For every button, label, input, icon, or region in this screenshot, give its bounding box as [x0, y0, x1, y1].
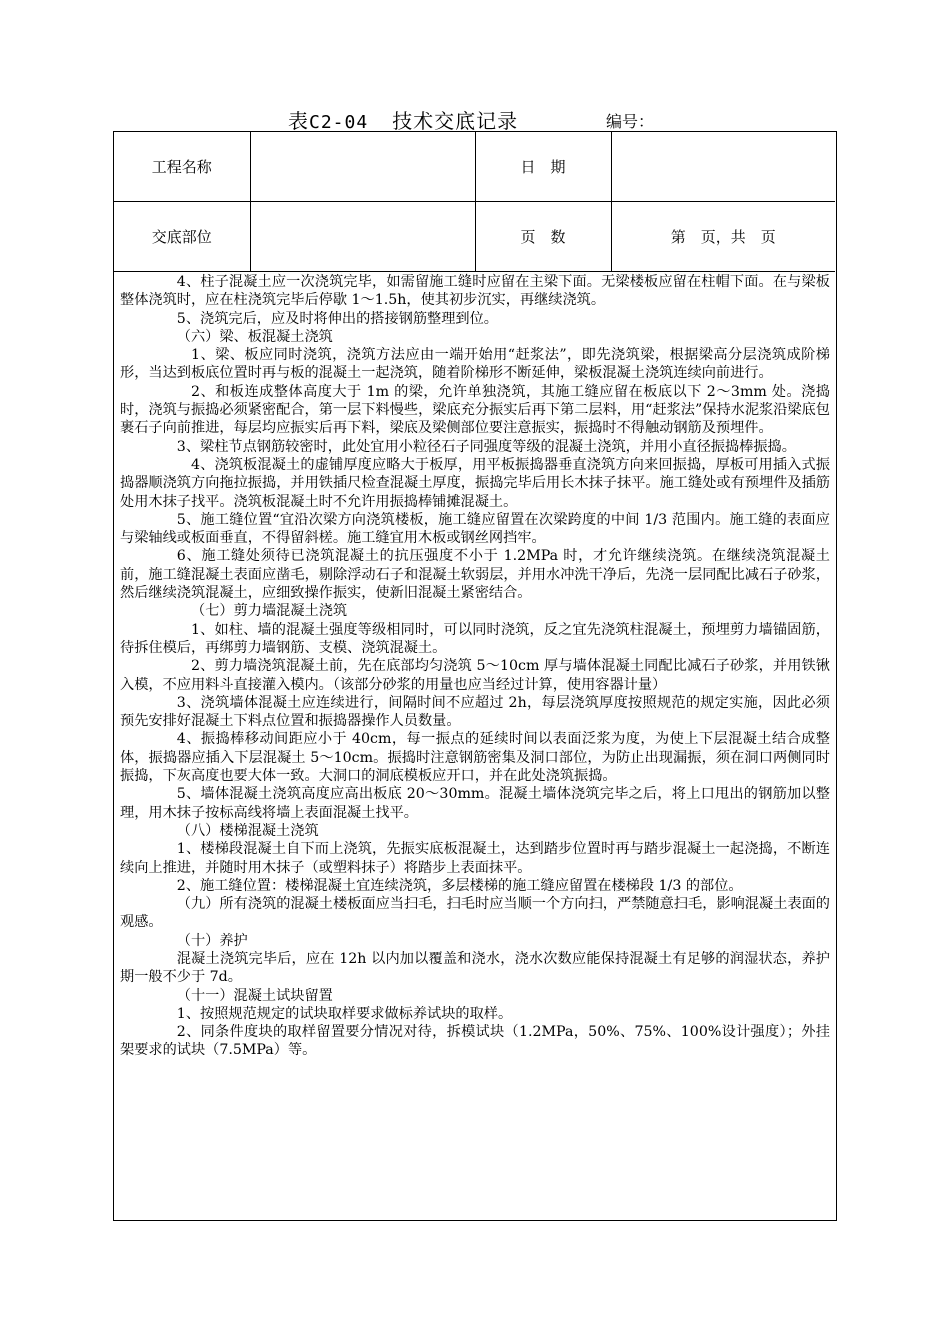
section-heading: （六）梁、板混凝土浇筑	[176, 328, 333, 345]
disclosure-part-label: 交底部位	[114, 202, 250, 272]
disclosure-part-field[interactable]	[250, 202, 475, 272]
form-code: C2-04	[309, 112, 369, 133]
paragraph: 1、楼梯段混凝土自下而上浇筑，先振实底板混凝土，达到踏步位置时再与踏步混凝土一起浇捣，不断连续向上推进，并随时用木抹子（或塑料抹子）将踏步上表面抹平。	[120, 841, 830, 876]
title-prefix: 表	[288, 109, 309, 133]
paragraph: 5、墙体混凝土浇筑高度应高出板底 20～30mm。混凝土墙体浇筑完毕之后，将上口甩出的钢筋加以整理，用木抹子按标高线将墙上表面混凝土找平。	[120, 786, 830, 821]
paragraph: （九）所有浇筑的混凝土楼板面应当扫毛，扫毛时应当顺一个方向扫，严禁随意扫毛，影响混凝土表面的观感。	[120, 896, 830, 931]
date-field[interactable]	[611, 132, 835, 202]
paragraph: 1、如柱、墙的混凝土强度等级相同时，可以同时浇筑，反之宜先浇筑柱混凝土，预埋剪力墙锚固筋，待拆住模后，再绑剪力墙钢筋、支模、浇筑混凝土。	[120, 621, 830, 656]
paragraph: 2、施工缝位置：楼梯混凝土宜连续浇筑，多层楼梯的施工缝应留置在楼梯段 1/3 的部位。	[176, 877, 743, 894]
date-label: 日 期	[475, 132, 611, 202]
record-sheet	[113, 131, 837, 1221]
document-header	[0, 103, 950, 133]
section-heading: （八）楼梯混凝土浇筑	[176, 822, 319, 839]
title-text: 技术交底记录	[392, 109, 519, 133]
pages-field[interactable]: 第 页，共 页	[611, 202, 835, 272]
paragraph: 2、和板连成整体高度大于 1m 的梁，允许单独浇筑，其施工缝应留在板底以下 2～3mm 处。浇捣时，浇筑与振捣必须紧密配合，第一层下料慢些，梁底充分振实后再下第二层料，用“赶浆法”保持水泥浆沿梁底包裹石子向前推进，每层均应振实后再下料，梁底及梁侧部位要注意振实，振捣时不得触动钢筋及预埋件。	[120, 383, 830, 437]
project-name-label: 工程名称	[114, 132, 250, 202]
paragraph: 5、施工缝位置“宜沿次梁方向浇筑楼板，施工缝应留置在次梁跨度的中间 1/3 范围内。施工缝的表面应与梁轴线或板面垂直，不得留斜槎。施工缝宜用木板或钢丝网挡牢。	[120, 511, 830, 547]
paragraph: 1、按照规范规定的试块取样要求做标养试块的取样。	[176, 1005, 513, 1022]
paragraph: 2、剪力墙浇筑混凝土前，先在底部均匀浇筑 5～10cm 厚与墙体混凝土同配比减石子砂浆，并用铁锹入模，不应用料斗直接灌入模内。（该部分砂浆的用量也应当经过计算，使用容器计量）	[120, 658, 830, 693]
info-table	[114, 132, 835, 272]
section-heading: （十一）混凝土试块留置	[176, 987, 333, 1004]
section-heading: （七）剪力墙混凝土浇筑	[191, 603, 348, 620]
info-row-part	[114, 202, 835, 272]
paragraph: 4、浇筑板混凝土的虚铺厚度应略大于板厚，用平板振捣器垂直浇筑方向来回振捣，厚板可用插入式振捣器顺浇筑方向拖拉振捣，并用铁插尺检查混凝土厚度，振捣完毕后用长木抹子抹平。施工缝处或有预埋件及插筋处用木抹子找平。浇筑板混凝土时不允许用振捣棒铺摊混凝土。	[120, 456, 830, 510]
serial-number-label: 编号：	[606, 112, 655, 131]
paragraph: 混凝土浇筑完毕后，应在 12h 以内加以覆盖和浇水，浇水次数应能保持混凝土有足够的润湿状态，养护期一般不少于 7d。	[120, 950, 830, 986]
paragraph: 3、梁柱节点钢筋较密时，此处宜用小粒径石子同强度等级的混凝土浇筑，并用小直径振捣棒振捣。	[176, 438, 796, 455]
section-heading: （十）养护	[176, 932, 248, 949]
paragraph: 5、浇筑完后，应及时将伸出的搭接钢筋整理到位。	[176, 310, 498, 327]
paragraph: 1、梁、板应同时浇筑，浇筑方法应由一端开始用“赶浆法”，即先浇筑梁，根据梁高分层浇筑成阶梯形，当达到板底位置时再与板的混凝土一起浇筑，随着阶梯形不断延伸，梁板混凝土浇筑连续向前进行。	[120, 347, 830, 382]
document-title	[288, 105, 518, 134]
project-name-field[interactable]	[250, 132, 475, 202]
paragraph: 3、浇筑墙体混凝土应连续进行，间隔时间不应超过 2h，每层浇筑厚度按照规范的规定实施，因此必须预先安排好混凝土下料点位置和振捣器操作人员数量。	[120, 694, 830, 730]
disclosure-content	[120, 273, 830, 1060]
pages-label: 页 数	[475, 202, 611, 272]
paragraph: 4、柱子混凝土应一次浇筑完毕，如需留施工缝时应留在主梁下面。无梁楼板应留在柱帽下面。在与梁板整体浇筑时，应在柱浇筑完毕后停歇 1～1.5h，使其初步沉实，再继续浇筑。	[120, 274, 830, 309]
info-row-project	[114, 132, 835, 202]
paragraph: 6、施工缝处须待已浇筑混凝土的抗压强度不小于 1.2MPa 时，才允许继续浇筑。在继续浇筑混凝土前，施工缝混凝土表面应凿毛，剔除浮动石子和混凝土软弱层，并用水冲洗干净后，先浇一层同配比减石子砂浆，然后继续浇筑混凝土，应细致操作振实，使新旧混凝土紧密结合。	[120, 548, 830, 602]
paragraph: 2、同条件度块的取样留置要分情况对待，拆模试块（1.2MPa，50%、75%、100%设计强度）；外挂架要求的试块（7.5MPa）等。	[120, 1024, 830, 1059]
paragraph: 4、振捣棒移动间距应小于 40cm，每一振点的延续时间以表面泛浆为度，为使上下层混凝土结合成整体，振捣器应插入下层混凝土 5～10cm。振捣时注意钢筋密集及洞口部位，为防止出现漏振，须在洞口两侧同时振捣，下灰高度也要大体一致。大洞口的洞底模板应开口，并在此处浇筑振捣。	[120, 731, 830, 785]
